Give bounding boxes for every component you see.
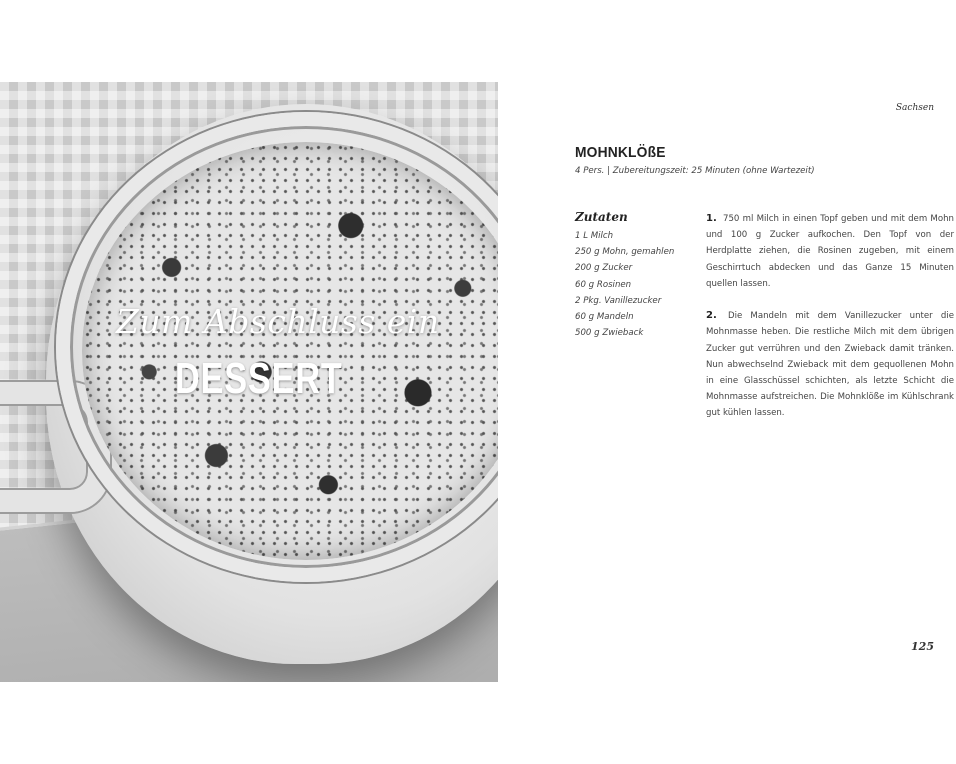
- ingredient-item: 200 g Zucker: [575, 263, 633, 274]
- ingredient-item: 2 Pkg. Vanillezucker: [575, 295, 662, 306]
- ingredients-list: [575, 228, 674, 341]
- step-number: 1.: [706, 213, 717, 224]
- region-label: Sachsen: [895, 103, 934, 113]
- step-text: Die Mandeln mit dem Vanillezucker unter die Mohnmasse heben. Die restliche Milch mit dem übrigen Zucker gut verrühren und den Zwieback damit tränken. Nun abwechselnd Zwieback mit dem gequollenen Mohn in eine Glasschüssel schichten, als letzte Schicht die Mohnmasse aufstreichen. Die Mohnklöße im Kühlschrank gut kühlen lassen.: [706, 311, 955, 419]
- ingredient-item: 60 g Rosinen: [575, 279, 632, 290]
- dessert-photo: [0, 82, 498, 682]
- step: [706, 308, 954, 421]
- step: [706, 211, 954, 292]
- ingredient-item: 500 g Zwieback: [575, 328, 644, 339]
- recipe-title: MOHNKLÖßE: [575, 144, 666, 161]
- ingredient-item: 60 g Mandeln: [575, 311, 634, 322]
- ingredient-item: 1 L Milch: [575, 231, 614, 241]
- step-text: 750 ml Milch in einen Topf geben und mit dem Mohn und 100 g Zucker aufkochen. Den Topf von der Herdplatte ziehen, die Rosinen zugeben, mit einem Geschirrtuch abdecken und das Ganze 15 Minuten quellen lassen.: [706, 214, 954, 289]
- step-number: 2.: [706, 310, 717, 322]
- recipe-meta: 4 Pers. | Zubereitungszeit: 25 Minuten (ohne Wartezeit): [575, 166, 815, 176]
- ingredients-heading: Zutaten: [575, 210, 628, 224]
- section-title: DESSERT: [175, 354, 343, 403]
- preparation-steps: [706, 211, 954, 438]
- page-number: 125: [911, 640, 934, 653]
- ingredient-item: 250 g Mohn, gemahlen: [575, 247, 675, 258]
- section-subtitle: Zum Abschluss ein: [116, 302, 440, 341]
